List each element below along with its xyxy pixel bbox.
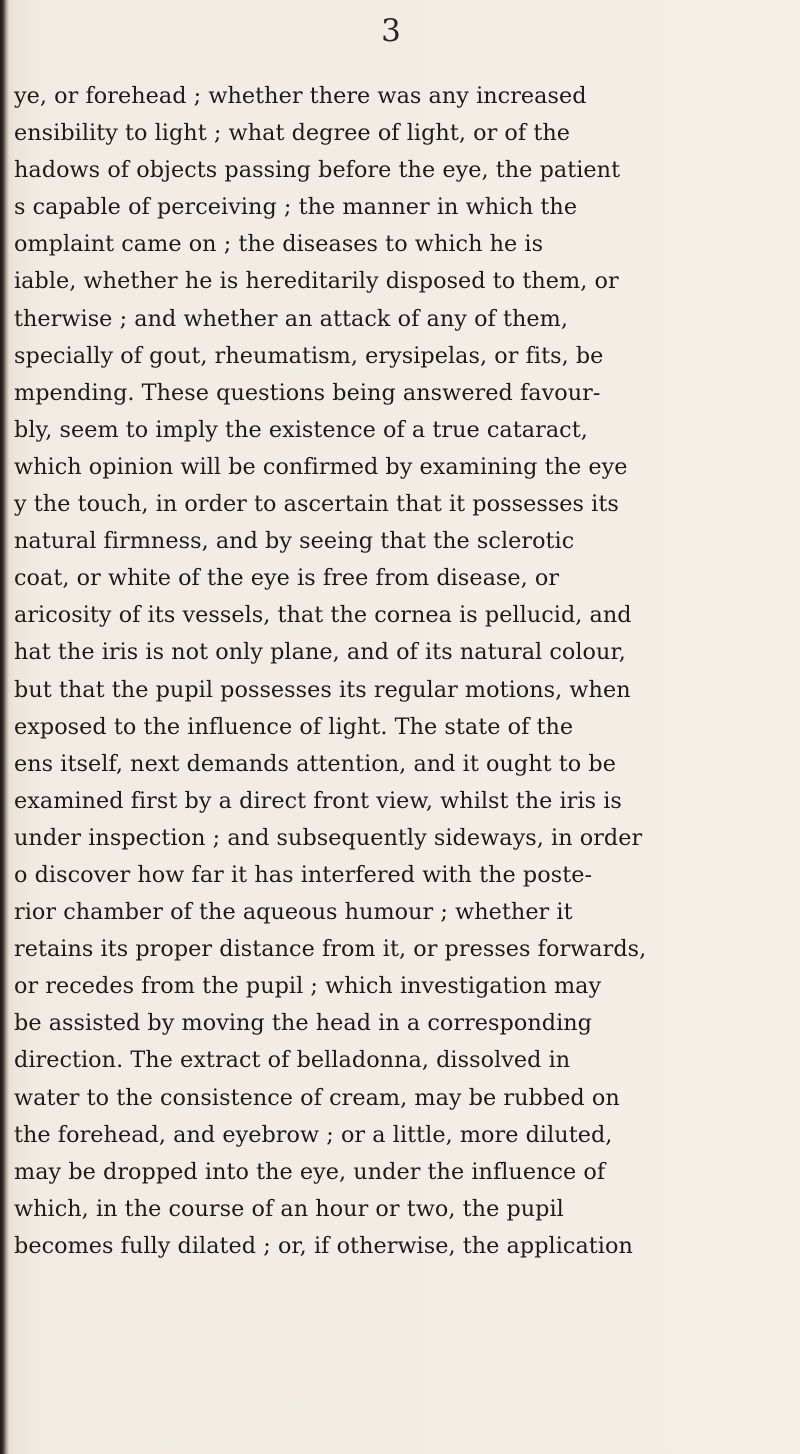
text-line: which, in the course of an hour or two, the pupil: [14, 1195, 564, 1222]
text-line: exposed to the influence of light. The state of the: [14, 713, 574, 740]
text-line: iable, whether he is hereditarily disposed to them, or: [14, 268, 619, 295]
text-line: water to the consistence of cream, may be rubbed on: [14, 1084, 620, 1111]
text-line: ensibility to light ; what degree of light, or of the: [14, 120, 571, 147]
text-line: be assisted by moving the head in a corresponding: [14, 1010, 592, 1037]
text-line: becomes fully dilated ; or, if otherwise, the application: [14, 1232, 633, 1259]
text-line: rior chamber of the aqueous humour ; whether it: [14, 899, 573, 926]
text-line: omplaint came on ; the diseases to which he is: [14, 231, 544, 258]
text-line: under inspection ; and subsequently sideways, in order: [14, 824, 643, 851]
binding-edge: [0, 0, 9, 1454]
text-line: hadows of objects passing before the eye, the patient: [14, 157, 621, 184]
text-line: coat, or white of the eye is free from disease, or: [14, 565, 560, 592]
text-line: s capable of perceiving ; the manner in which the: [14, 194, 578, 221]
text-line: retains its proper distance from it, or presses forwards,: [14, 936, 647, 963]
text-line: o discover how far it has interfered with the poste-: [14, 861, 593, 888]
text-line: may be dropped into the eye, under the influence of: [14, 1158, 606, 1185]
text-line: ens itself, next demands attention, and it ought to be: [14, 750, 616, 777]
text-line: y the touch, in order to ascertain that it possesses its: [14, 491, 619, 518]
text-line: mpending. These questions being answered favour-: [14, 379, 601, 406]
text-line: but that the pupil possesses its regular motions, when: [14, 676, 631, 703]
text-line: specially of gout, rheumatism, erysipelas, or fits, be: [14, 342, 604, 369]
text-line: ye, or forehead ; whether there was any increased: [14, 83, 587, 109]
text-line: which opinion will be confirmed by examining the eye: [14, 453, 628, 480]
text-line: examined first by a direct front view, whilst the iris is: [14, 787, 622, 814]
text-line: bly, seem to imply the existence of a true cataract,: [14, 416, 588, 443]
text-line: natural firmness, and by seeing that the sclerotic: [14, 528, 575, 555]
text-line: the forehead, and eyebrow ; or a little, more diluted,: [14, 1121, 613, 1148]
text-line: or recedes from the pupil ; which investigation may: [14, 973, 602, 1000]
text-line: therwise ; and whether an attack of any of them,: [14, 305, 568, 332]
text-line: aricosity of its vessels, that the cornea is pellucid, and: [14, 602, 632, 629]
page-number: 3: [381, 13, 401, 49]
body-text: [14, 78, 800, 1265]
text-line: direction. The extract of belladonna, dissolved in: [14, 1047, 571, 1074]
text-line: hat the iris is not only plane, and of its natural colour,: [14, 639, 626, 666]
